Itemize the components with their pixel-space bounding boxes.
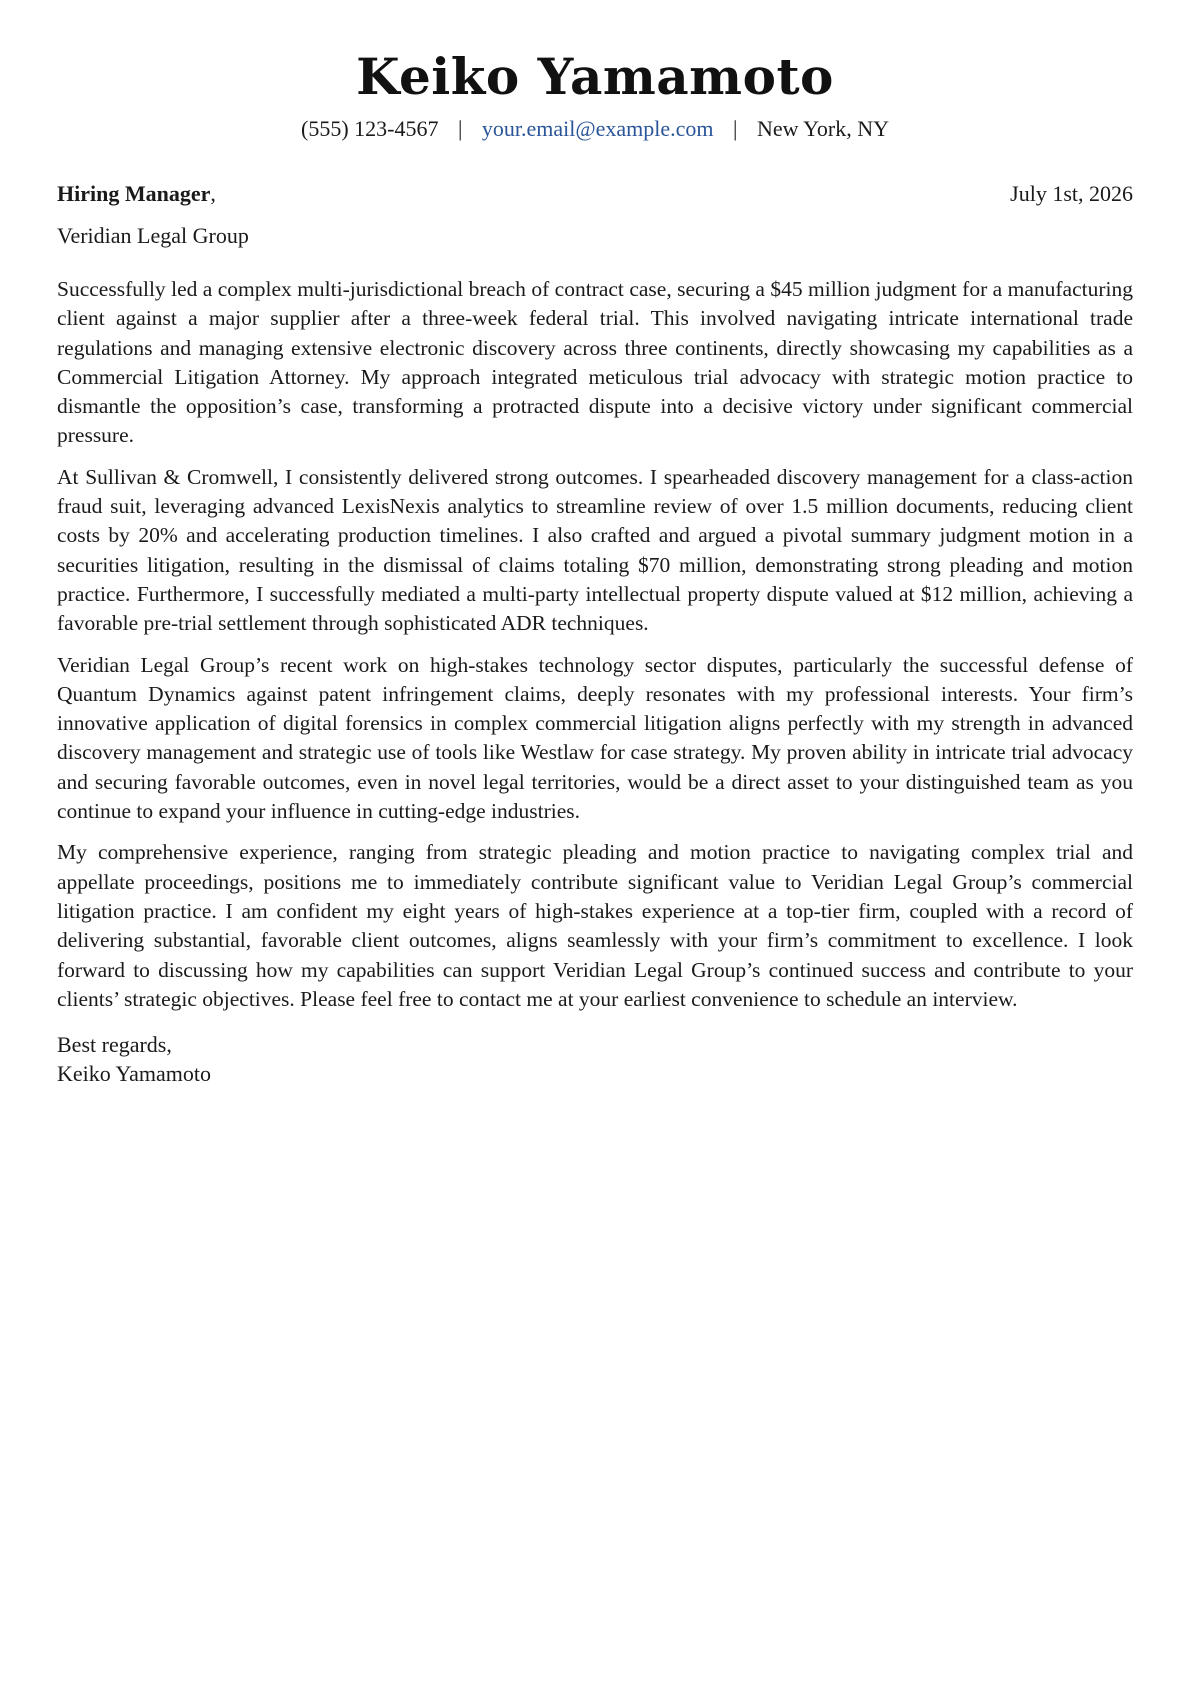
salutation [57,179,216,209]
location: New York, NY [756,116,889,141]
body-paragraph: My comprehensive experience, ranging from strategic pleading and motion practice to navigating complex trial and appellate proceedings, positions me to immediately contribute significant value to Veridian Legal Group’s commercial litigation practice. I am confident my eight years of high-stakes experience at a top-tier firm, coupled with a record of delivering substantial, favorable client outcomes, aligns seamlessly with your firm’s commitment to excellence. I look forward to discussing how my capabilities can support Veridian Legal Group’s continued success and contribute to your clients’ strategic objectives. Please feel free to contact me at your earliest convenience to schedule an interview. [57,840,1133,1011]
body-paragraph: Successfully led a complex multi-jurisdictional breach of contract case, securing a $45 million judgment for a manufacturing client against a major supplier after a three-week federal trial. This involved navigating intricate international trade regulations and managing extensive electronic discovery across three continents, directly showcasing my capabilities as a Commercial Litigation Attorney. My approach integrated meticulous trial advocacy with strategic motion practice to dismantle the opposition’s case, transforming a protracted dispute into a decisive victory under significant commercial pressure. [57,277,1133,448]
contact-line [57,114,1133,144]
sign-off: Best regards, [57,1032,172,1058]
recipient-title: Hiring Manager [57,181,211,206]
cover-letter-page [57,0,1133,1088]
body-paragraph: At Sullivan & Cromwell, I consistently delivered strong outcomes. I spearheaded discovery management for a class-action fraud suit, leveraging advanced LexisNexis analytics to streamline review of over 1.5 million documents, reducing client costs by 20% and accelerating production timelines. I also crafted and argued a pivotal summary judgment motion in a securities litigation, resulting in the dismissal of claims totaling $70 million, demonstrating strong pleading and motion practice. Furthermore, I successfully mediated a multi-party intellectual property dispute valued at $12 million, achieving a favorable pre-trial settlement through sophisticated ADR techniques. [57,464,1133,636]
signature: Keiko Yamamoto [57,1061,211,1087]
applicant-name: Keiko Yamamoto [356,47,834,106]
contact-separator: | [733,116,738,141]
recipient-row [57,179,1133,209]
letter-body [57,275,1133,1014]
salutation-comma: , [210,181,216,206]
phone-number: (555) 123-4567 [301,116,439,141]
recipient-company: Veridian Legal Group [57,223,249,248]
letter-date: July 1st, 2026 [1010,181,1133,206]
email-link[interactable]: your.email@example.com [481,116,714,141]
contact-separator: | [458,116,463,141]
body-paragraph: Veridian Legal Group’s recent work on high-stakes technology sector disputes, particularly the successful defense of Quantum Dynamics against patent infringement claims, deeply resonates with my professional interests. Your firm’s innovative application of digital forensics in complex commercial litigation aligns perfectly with my strength in advanced discovery management and strategic use of tools like Westlaw for case strategy. My proven ability in intricate trial advocacy and securing favorable outcomes, even in novel legal territories, would be a direct asset to your distinguished team as you continue to expand your influence in cutting-edge industries. [57,652,1133,824]
closing-block [57,1030,1133,1088]
